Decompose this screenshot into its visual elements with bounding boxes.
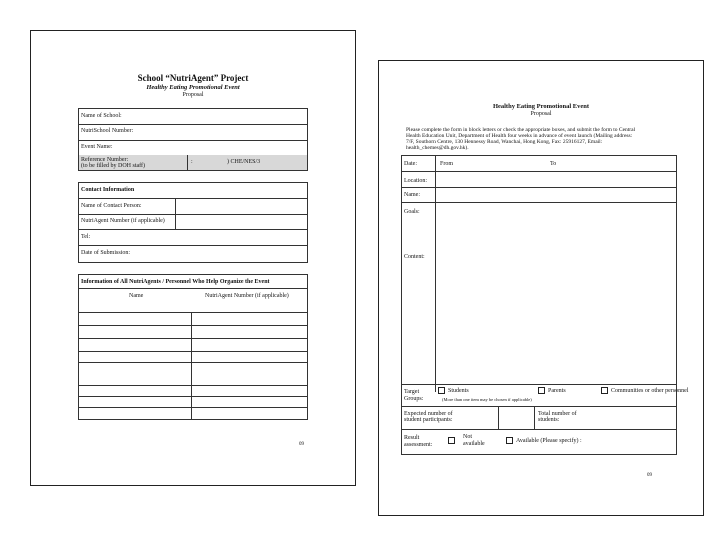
target-students-option[interactable]: Students xyxy=(438,387,469,395)
instructions-line-1: Please complete the form in block letters or check the appropriate boxes, and submit the form to Central xyxy=(406,127,636,133)
name-label: Name: xyxy=(404,192,420,198)
available-checkbox[interactable] xyxy=(506,437,513,444)
target-note: (More than one item may be chosen if applicable) xyxy=(442,397,532,402)
date-label: Date: xyxy=(404,161,417,167)
page2-subtitle: Proposal xyxy=(530,111,552,117)
result-not-label-2: available xyxy=(463,441,485,447)
communities-checkbox[interactable] xyxy=(601,387,608,394)
location-label: Location: xyxy=(404,178,427,184)
page2-title: Healthy Eating Promotional Event xyxy=(492,103,590,110)
agents-table-header: Information of All NutriAgents / Personnel Who Help Organize the Event xyxy=(81,279,270,285)
target-communities-option[interactable]: Communities or other personnel xyxy=(601,387,689,395)
result-assessment-label-2: assessment: xyxy=(404,442,433,448)
goals-label: Goals: xyxy=(404,209,420,215)
reference-number-value: ) CHE/NES/3 xyxy=(227,159,261,165)
students-checkbox[interactable] xyxy=(438,387,445,394)
agents-col-number: NutriAgent Number (if applicable) xyxy=(205,293,289,299)
target-parents-option[interactable]: Parents xyxy=(538,387,566,395)
form-page-1 xyxy=(30,30,356,486)
content-label: Content: xyxy=(404,254,425,260)
page1-subtitle-proposal: Proposal xyxy=(182,92,204,98)
school-info-table xyxy=(78,108,308,171)
expected-participants-label-2: student participants: xyxy=(404,417,453,423)
result-assessment-label: Result xyxy=(404,435,420,441)
page1-title: School “NutriAgent” Project xyxy=(137,73,249,83)
target-label-2: Groups: xyxy=(404,396,424,402)
not-available-checkbox[interactable] xyxy=(448,437,455,444)
parents-checkbox[interactable] xyxy=(538,387,545,394)
page2-number: 09 xyxy=(647,473,652,478)
form-page-2 xyxy=(378,60,704,516)
date-to-label: To xyxy=(550,161,557,167)
total-students-label: Total number of xyxy=(538,411,577,417)
total-students-label-2: students: xyxy=(538,417,560,423)
date-from-label: From xyxy=(440,161,454,167)
agents-table xyxy=(78,274,308,420)
event-name-label: Event Name: xyxy=(81,144,113,150)
nutrischool-number-label: NutriSchool Number: xyxy=(81,128,134,134)
result-available-option[interactable]: Available (Please specify) : xyxy=(506,437,582,445)
reference-number-note: (to be filled by DOH staff) xyxy=(81,163,146,169)
result-not-available-option[interactable] xyxy=(448,437,458,445)
target-label: Target xyxy=(404,389,420,395)
submission-date-label: Date of Submission: xyxy=(81,250,130,256)
contact-person-label: Name of Contact Person: xyxy=(81,203,142,209)
result-not-label: Not xyxy=(463,434,472,440)
school-name-label: Name of School: xyxy=(81,113,122,119)
proposal-table xyxy=(401,155,689,455)
page1-number: 09 xyxy=(299,442,304,447)
instructions-line-3: 7/F, Southorn Centre, 130 Hennessy Road, Wanchai, Hong Kong, Fax: 25916127, Email: xyxy=(406,139,603,145)
contact-info-table xyxy=(78,182,308,263)
tel-label: Tel: xyxy=(81,234,91,240)
instructions-line-4: health_chemes@dh.gov.hk). xyxy=(406,145,469,151)
page1-subtitle: Healthy Eating Promotional Event xyxy=(146,84,240,91)
expected-participants-label: Expected number of xyxy=(404,411,453,417)
agents-col-name: Name xyxy=(129,293,144,299)
instructions-line-2: Health Education Unit, Department of Health four weeks in advance of event launch (Mailing address: xyxy=(406,133,633,139)
reference-number-prefix: : xyxy=(191,159,193,165)
reference-number-label: Reference Number: xyxy=(81,157,129,163)
contact-info-header: Contact Information xyxy=(81,187,135,193)
nutriagent-number-label: NutriAgent Number (if applicable) xyxy=(81,218,165,224)
